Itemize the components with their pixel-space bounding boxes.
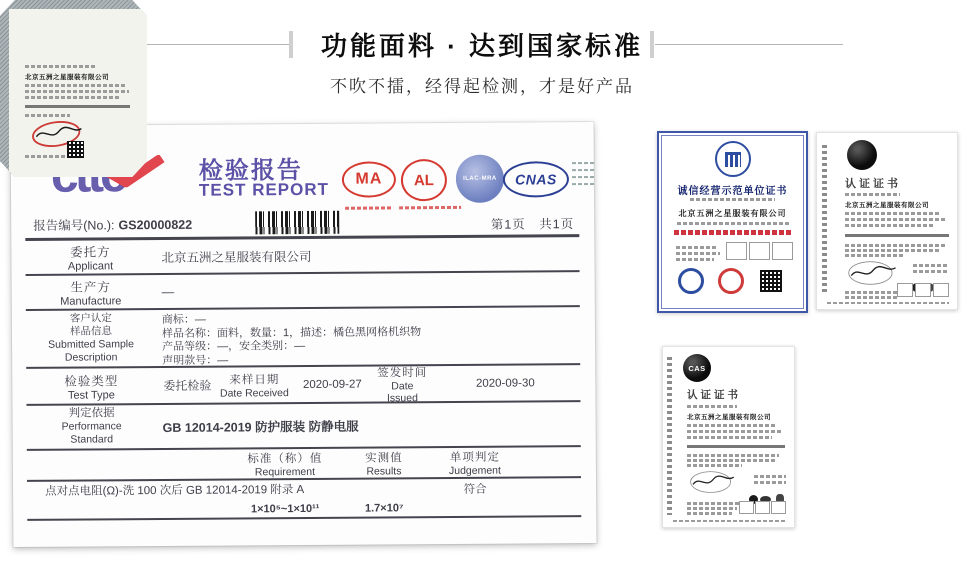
honor-text-line — [674, 230, 792, 235]
fine-print-line — [673, 520, 786, 523]
fine-print-line — [687, 430, 782, 433]
applicant-label — [25, 240, 155, 274]
footer-box — [739, 501, 754, 514]
certificate-number-text — [25, 65, 95, 68]
judgement-value: 符合 — [463, 483, 487, 496]
cnas-side-text — [572, 162, 596, 164]
certificate-company: 北京五洲之星服装有限公司 — [845, 202, 929, 209]
applicant-value: 北京五洲之星服装有限公司 — [161, 249, 312, 265]
manufacture-label — [26, 275, 156, 309]
fine-print-line — [687, 512, 732, 515]
certificate-top-right — [816, 132, 958, 310]
title-divider-right-line — [655, 44, 843, 45]
table-row-manufacture — [26, 272, 580, 311]
sample-label-line: Description — [64, 351, 118, 364]
date-line — [913, 264, 949, 267]
page-title: 功能面料 · 达到国家标准 — [320, 31, 644, 61]
requirement-header-en: Requirement — [254, 465, 316, 478]
fine-print-line — [687, 454, 779, 457]
table-row-standard — [26, 402, 580, 451]
standard-label-en: Performance — [61, 420, 122, 433]
footer-box — [915, 283, 931, 297]
test-type-label-cn: 检验类型 — [64, 373, 119, 389]
date-line — [754, 475, 786, 478]
report-number-label: 报告编号(No.): — [33, 218, 115, 233]
report-table — [25, 234, 581, 521]
sample-value-line: 产品等级：—，安全类别：— — [162, 339, 306, 353]
certificate-company: 北京五洲之星服装有限公司 — [25, 74, 109, 81]
date-line — [911, 127, 945, 130]
requirement-header-cn: 标准（称）值 — [247, 452, 323, 465]
blue-stamp-icon — [678, 268, 704, 294]
date-issued-en: Date Issued — [386, 379, 418, 404]
review-box — [749, 242, 770, 260]
footer-box — [915, 540, 929, 552]
fine-print-line — [845, 296, 897, 299]
footer-box — [897, 283, 913, 297]
certificate-company: 北京五洲之星服装有限公司 — [678, 209, 787, 218]
date-received-en: Date Received — [219, 386, 289, 400]
cal-mark-icon: AL — [401, 159, 447, 201]
page-count: 第1页 共1页 — [490, 217, 575, 232]
date-received-cn: 来样日期 — [229, 373, 280, 387]
black-seal-icon — [847, 140, 877, 170]
fine-print-line — [845, 254, 905, 257]
sample-value-line: 商标：— — [161, 313, 206, 326]
certificate-title: 认证证书 — [845, 178, 901, 190]
report-number-value: GS20000822 — [118, 217, 193, 233]
standard-label — [26, 405, 156, 449]
manufacture-label-en: Manufacture — [60, 294, 122, 308]
cma-number-text — [345, 206, 393, 209]
certificate-title: 管理体系认证证书 — [438, 53, 526, 64]
title-divider-right-tick — [650, 31, 654, 58]
footer-box — [933, 283, 949, 297]
report-number — [33, 215, 192, 234]
judgement-header — [420, 447, 530, 477]
certificate-number-text — [845, 193, 900, 196]
table-row-sample — [26, 307, 580, 369]
date-line — [913, 270, 949, 273]
results-header-en: Results — [366, 464, 402, 478]
footer-box — [771, 501, 786, 514]
vertical-edge-text — [667, 357, 672, 515]
manufacture-value: — — [161, 284, 175, 299]
judgement-header-cn: 单项判定 — [449, 451, 500, 464]
fine-print-line — [676, 258, 714, 261]
sample-label-line: 客户认定 — [69, 312, 112, 325]
standard-value: GB 12014-2019 防护服装 防静电服 — [162, 419, 359, 435]
fine-print-line — [687, 459, 775, 462]
signature-icon — [847, 259, 899, 287]
signature-icon — [689, 469, 737, 495]
qr-code — [67, 141, 84, 158]
fine-print-line — [19, 555, 947, 558]
sample-value-line: 声明款号：— — [162, 354, 229, 367]
fine-print-line — [25, 90, 129, 93]
review-box — [772, 242, 793, 260]
fine-print-line — [677, 222, 789, 225]
certificate-integrity-frame — [661, 135, 804, 309]
certificate-number-text — [690, 198, 775, 201]
fine-print-line — [845, 244, 945, 247]
fine-print-line — [687, 464, 742, 467]
sample-value-line: 样品名称：面料，数量：1，描述：橘色黑网格机织物 — [161, 325, 422, 340]
date-issued-label — [374, 366, 430, 404]
qr-code — [760, 270, 782, 292]
test-item-text: 点对点电阻(Ω)-洗 100 次后 GB 12014-2019 附录 A — [45, 483, 305, 498]
sample-label-line: Submitted Sample — [48, 338, 134, 351]
result-value: 1.7×10⁷ — [364, 501, 404, 515]
certificate-integrity — [657, 131, 808, 313]
certificate-company: 北京五洲之星服装有限公司 — [687, 414, 771, 421]
sample-label-line: 样品信息 — [69, 325, 113, 338]
test-type-label-en: Test Type — [67, 388, 115, 402]
cma-mark-icon: MA — [342, 161, 396, 197]
applicant-label-cn: 委托方 — [70, 244, 111, 260]
table-row-results-header — [27, 447, 581, 482]
fine-print-line — [25, 84, 125, 87]
standard-label-en: Standard — [70, 433, 114, 446]
fine-print-line — [687, 502, 742, 505]
fine-print-line — [827, 302, 949, 305]
certificate-number-text — [687, 405, 737, 408]
page-subtitle: 不吹不擂，经得起检测，才是好产品 — [330, 77, 634, 96]
applicant-label-en: Applicant — [67, 259, 114, 273]
standard-line — [687, 445, 785, 448]
manufacture-label-cn: 生产方 — [70, 279, 111, 295]
standard-line — [845, 234, 949, 237]
fine-print-line — [845, 249, 941, 252]
fine-print-line — [25, 114, 70, 117]
review-box — [726, 242, 747, 260]
date-line — [754, 481, 786, 484]
red-stamp-icon — [718, 268, 744, 294]
fine-print-line — [676, 252, 720, 255]
cnas-mark-icon: CNAS — [503, 161, 569, 197]
certificate-title: 认证证书 — [687, 389, 741, 401]
certificate-title: 诚信经营示范单位证书 — [677, 186, 788, 197]
requirement-value: 1×10⁵~1×10¹¹ — [250, 502, 320, 515]
barcode — [255, 211, 339, 235]
integrity-emblem-icon — [715, 141, 751, 177]
footer-box — [899, 540, 913, 552]
cnas-side-text — [572, 183, 596, 185]
date-received-label — [218, 367, 290, 403]
fine-print-line — [687, 424, 777, 427]
report-title-cn: 检验报告 — [198, 157, 303, 185]
judgement-header-en: Judgement — [448, 464, 501, 477]
fine-print-line — [687, 507, 737, 510]
fine-print-line — [845, 212, 940, 215]
table-row-test-values — [27, 498, 581, 521]
test-type-label — [26, 368, 156, 404]
sample-value — [156, 307, 580, 366]
fine-print-line — [25, 96, 120, 99]
table-row-test-type — [26, 365, 580, 406]
cal-number-text — [399, 206, 461, 209]
date-received-value: 2020-09-27 — [302, 378, 362, 391]
sample-label — [26, 310, 156, 367]
vertical-edge-text — [822, 145, 827, 295]
standard-line — [25, 105, 130, 108]
results-header-cn: 实测值 — [365, 451, 403, 465]
footer-box — [931, 540, 945, 552]
date-issued-cn: 签发时间 — [377, 366, 428, 379]
report-title-en: TEST REPORT — [198, 179, 330, 200]
test-report-sheet — [11, 122, 597, 547]
cnas-side-text — [572, 169, 596, 171]
standard-label-cn: 判定依据 — [68, 407, 115, 420]
date-issued-value: 2020-09-30 — [475, 376, 535, 390]
fine-print-line — [676, 246, 716, 249]
ilac-mra-mark-icon: ILAC-MRA — [456, 155, 504, 203]
test-type-value: 委托检验 — [163, 378, 212, 393]
cnas-side-text — [572, 176, 596, 178]
cas-seal-icon: CAS — [683, 354, 711, 382]
fine-print-line — [845, 218, 945, 221]
fine-print-line — [845, 291, 903, 294]
fine-print-line — [687, 436, 772, 439]
fine-print-line — [845, 224, 933, 227]
table-row-applicant — [25, 237, 579, 276]
footer-box — [755, 501, 770, 514]
building-icon — [725, 152, 741, 167]
certificate-bottom-left — [662, 346, 795, 528]
